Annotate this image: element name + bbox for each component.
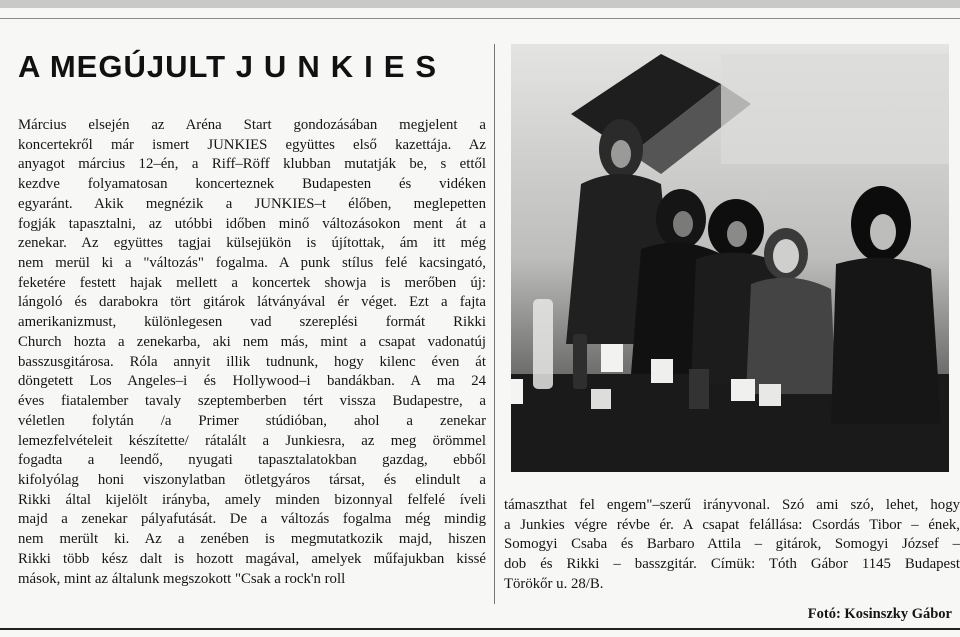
text-line: Rikki által kijelölt irányba, amely minden bizonnyal felfelé íveli (18, 491, 486, 508)
text-line: Church hozta a zenekarba, aki nem más, mint a csapat vadonatúj (18, 333, 486, 350)
text-line: anyagot március 12–én, a Riff–Röff klubban mutatják be, s ettől (18, 156, 486, 173)
text-line: Március elsején az Aréna Start gondozásában megjelent a (18, 117, 486, 133)
band-photo (511, 44, 949, 472)
text-line: kifolyólag honi viszonylatban ötletgyáros társat, és elindult a (18, 471, 486, 488)
text-line: amerikanizmust, különlegesen vad szereplési formát Rikki (18, 314, 486, 331)
text-line: majd a zenekar pályafutását. De a változás fogalma még mindig (18, 511, 486, 528)
text-line: lemezfelvételeit készítette/ rátalált a Junkiesra, az meg örömmel (18, 432, 486, 449)
text-line: támaszthat fel engem"–szerű irányvonal. Szó ami szó, lehet, hogy (504, 497, 960, 513)
text-line: koncertekről már ismert JUNKIES együttes első kazettája. Az (18, 136, 486, 153)
text-line: véletlen folytán /a Primer stúdióban, ahol a zenekar (18, 412, 486, 429)
text-line: fogják tapasztalni, az utóbbi időben minő változásokon ment át a (18, 215, 486, 232)
headline-part-1: A MEGÚJULT (18, 49, 227, 84)
column-divider (494, 44, 495, 604)
scan-top-band (0, 0, 960, 8)
text-line: fogadta a leendő, nyugati tapasztalatokban gazdag, ebből (18, 452, 486, 469)
text-line: mások, mint az általunk megszokott "Csak a rock'n roll (18, 570, 346, 587)
text-line: Somogyi Csaba és Barbaro Attila – gitárok, Somogyi József – (504, 536, 960, 553)
text-line: kezdve folyamatosan koncerteznek Budapesten és vidéken (18, 176, 486, 193)
text-line: basszusgitárosa. Róla annyit illik tudnunk, hogy kilenc éven át (18, 353, 486, 370)
text-line: zenekar. Az együttes tagjai külsejükön is újítottak, ám itt még (18, 235, 486, 252)
article-headline (18, 50, 488, 84)
article-body-left-column (18, 116, 486, 589)
text-line: a Junkies végre révbe ér. A csapat felállása: Csordás Tibor – ének, (504, 516, 960, 533)
band-photo-image (511, 44, 949, 472)
text-line: lángoló és darabokra tört gitárok látványával ér véget. Ezt a fajta (18, 294, 486, 311)
text-line: Rikki több kész dalt is hozott magával, amelyek műfajukban kissé (18, 550, 486, 567)
headline-part-2: JUNKIES (235, 49, 448, 84)
photo-credit: Fotó: Kosinszky Gábor (807, 606, 952, 622)
article-body-right-column (504, 496, 960, 595)
text-line: egyaránt. Akik megnézik a JUNKIES–t élőben, meglepetten (18, 195, 486, 212)
top-rule (0, 18, 960, 19)
text-line: feketére festett hajak mellett a koncertek showja is merőben új: (18, 274, 486, 291)
text-line: nem merült ki. Az a zenében is megmutatkozik majd, hiszen (18, 531, 486, 548)
bottom-rule (0, 628, 960, 630)
text-line: dob és Rikki – basszgitár. Címük: Tóth Gábor 1145 Budapest (504, 556, 960, 573)
text-line: Törökőr u. 28/B. (504, 575, 604, 592)
text-line: éves fiatalember tavaly szeptemberben tért vissza Budapestre, a (18, 393, 486, 410)
text-line: nem merül ki a "változás" fogalma. A punk stílus felé kacsingató, (18, 255, 486, 272)
text-line: döngetett Los Angeles–i és Hollywood–i bandákban. A ma 24 (18, 373, 486, 390)
